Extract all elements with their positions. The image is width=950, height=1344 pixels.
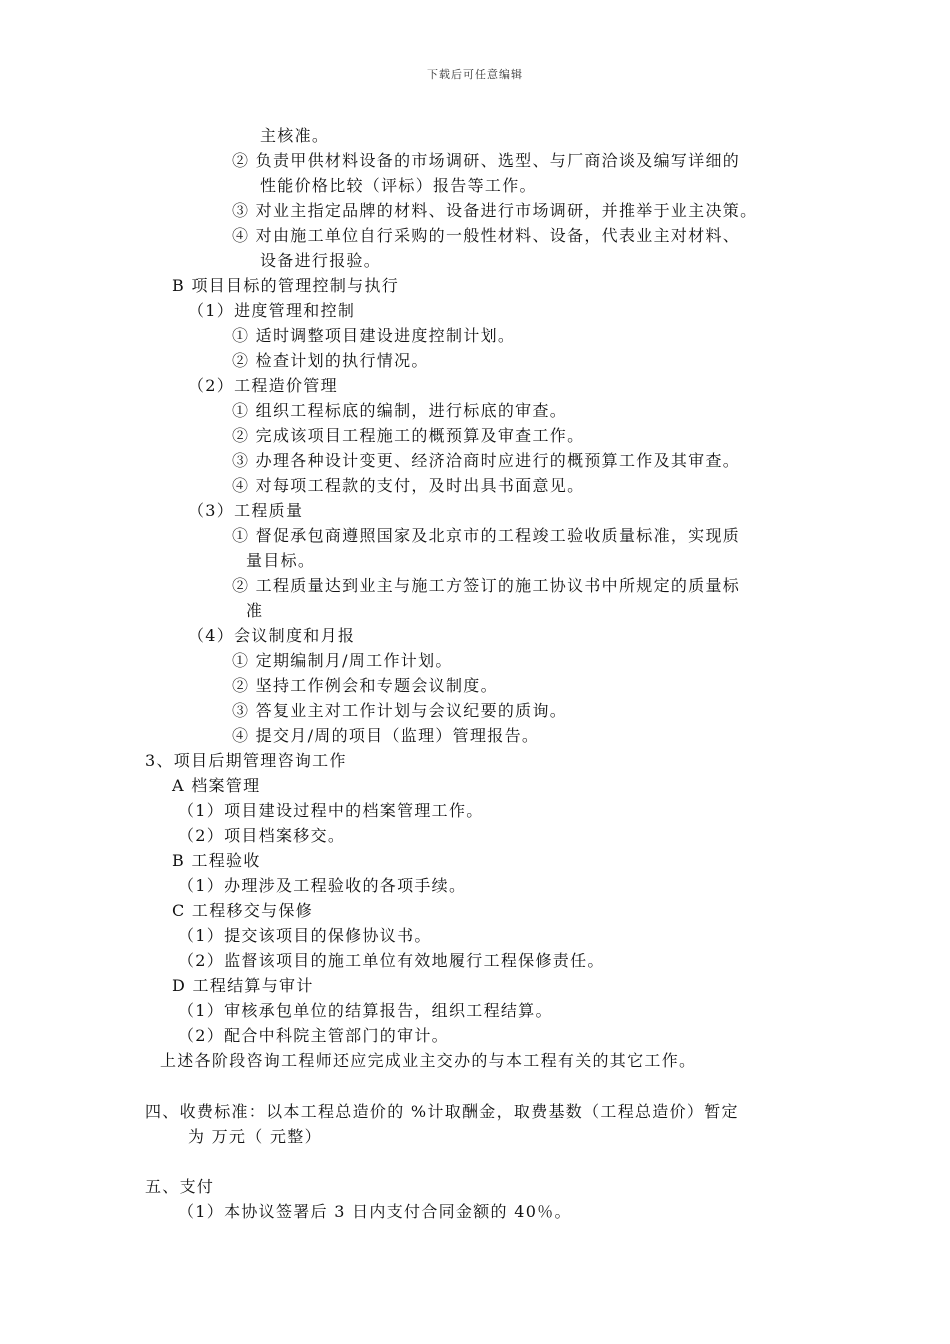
text-line: 量目标。	[246, 551, 316, 570]
text-line: ② 完成该项目工程施工的概预算及审查工作。	[232, 426, 585, 445]
text-line: ② 检查计划的执行情况。	[232, 351, 429, 370]
text-line: （1）审核承包单位的结算报告，组织工程结算。	[178, 1001, 553, 1020]
section-heading: B 项目目标的管理控制与执行	[172, 276, 400, 295]
text-line: ② 负责甲供材料设备的市场调研、选型、与厂商洽谈及编写详细的	[232, 151, 741, 170]
text-line: 为 万元（ 元整）	[188, 1127, 322, 1146]
text-line: （1）办理涉及工程验收的各项手续。	[178, 876, 467, 895]
text-line: ④ 对每项工程款的支付，及时出具书面意见。	[232, 476, 585, 495]
text-line: ③ 答复业主对工作计划与会议纪要的质询。	[232, 701, 568, 720]
text-line: （1）本协议签署后 3 日内支付合同金额的 40％。	[178, 1202, 572, 1221]
section-heading: B 工程验收	[172, 851, 261, 870]
text-line: （2）配合中科院主管部门的审计。	[178, 1026, 449, 1045]
subsection-heading: （1）进度管理和控制	[188, 301, 356, 320]
text-line: ④ 提交月/周的项目（监理）管理报告。	[232, 726, 540, 745]
text-line: （1）项目建设过程中的档案管理工作。	[178, 801, 484, 820]
text-line: ① 定期编制月/周工作计划。	[232, 651, 453, 670]
text-line: ④ 对由施工单位自行采购的一般性材料、设备，代表业主对材料、	[232, 226, 741, 245]
section-heading: 3、项目后期管理咨询工作	[145, 751, 347, 770]
text-line: 准	[246, 601, 264, 620]
text-line: ① 组织工程标底的编制，进行标底的审查。	[232, 401, 568, 420]
section-heading: A 档案管理	[172, 776, 261, 795]
text-line: ② 坚持工作例会和专题会议制度。	[232, 676, 498, 695]
text-line: （1）提交该项目的保修协议书。	[178, 926, 432, 945]
text-line: ② 工程质量达到业主与施工方签订的施工协议书中所规定的质量标	[232, 576, 741, 595]
text-line: 性能价格比较（评标）报告等工作。	[260, 176, 537, 195]
subsection-heading: （2）工程造价管理	[188, 376, 338, 395]
text-line: （2）监督该项目的施工单位有效地履行工程保修责任。	[178, 951, 605, 970]
text-line: ① 适时调整项目建设进度控制计划。	[232, 326, 516, 345]
section-heading: 五、支付	[145, 1177, 215, 1196]
text-line: （2）项目档案移交。	[178, 826, 346, 845]
text-line: 主核准。	[260, 126, 330, 145]
text-line: 设备进行报验。	[260, 251, 382, 270]
text-line: ① 督促承包商遵照国家及北京市的工程竣工验收质量标准，实现质	[232, 526, 741, 545]
text-line: 上述各阶段咨询工程师还应完成业主交办的与本工程有关的其它工作。	[160, 1051, 697, 1070]
page-header: 下载后可任意编辑	[427, 68, 523, 81]
section-heading: 四、收费标准：以本工程总造价的 %计取酬金，取费基数（工程总造价）暂定	[145, 1102, 739, 1121]
text-line: ③ 办理各种设计变更、经济洽商时应进行的概预算工作及其审查。	[232, 451, 741, 470]
section-heading: D 工程结算与审计	[172, 976, 314, 995]
text-line: ③ 对业主指定品牌的材料、设备进行市场调研，并推举于业主决策。	[232, 201, 758, 220]
section-heading: C 工程移交与保修	[172, 901, 314, 920]
subsection-heading: （3）工程质量	[188, 501, 304, 520]
subsection-heading: （4）会议制度和月报	[188, 626, 356, 645]
